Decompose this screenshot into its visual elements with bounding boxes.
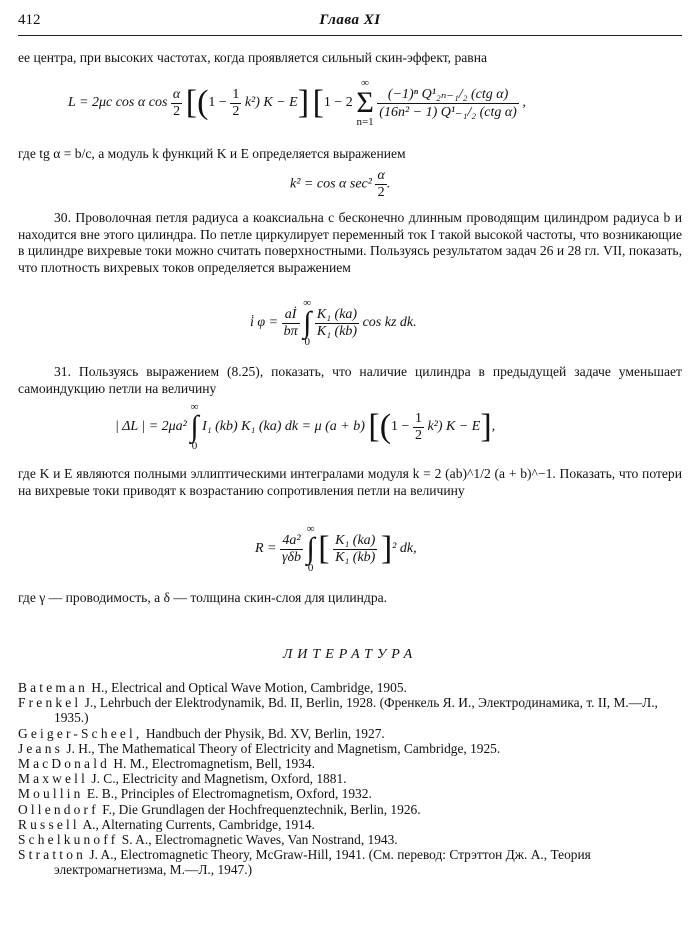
paragraph-modulus: где tg α = b/c, а модуль k функций K и E определяется выражением bbox=[18, 146, 406, 161]
paragraph-elliptic: где K и E являются полными эллиптическими интегралами модуля k = 2 (ab)^1/2 (a + b)^−1. Показать, что потери на вихревые токи приводят к возрастанию сопротивления петли на величину bbox=[18, 466, 682, 498]
formula-resistance: R = $\frac{\text{4a²}}{\text{γδb}}$ ∞ ∫ 0 [ $\frac{\text{K₁ (ka)}}{\text{K₁ (kb)}}$ ]² dk, bbox=[255, 523, 417, 574]
problem-31-text: 31. Пользуясь выражением (8.25), показать, что наличие цилиндра в предыдущей задаче уменьшает самоиндукцию петли на величину bbox=[18, 364, 682, 396]
reference-item: Stratton J. A., Electromagnetic Theory, McGraw-Hill, 1941. (См. перевод: Стрэттон Дж. А., Теория электромагнетизма, М.—Л., 1947.) bbox=[18, 847, 591, 878]
paragraph-conductivity: где γ — проводимость, а δ — толщина скин-слоя для цилиндра. bbox=[18, 590, 388, 605]
running-title: Глава XI bbox=[319, 12, 381, 28]
sum-symbol: ∞ Σ n=1 bbox=[356, 77, 374, 128]
fraction-one-half: $\frac{1}{2}$ bbox=[232, 86, 240, 119]
reference-item: MacDonald H. M., Electromagnetism, Bell, 1934. bbox=[18, 756, 315, 772]
problem-30-text: 30. Проволочная петля радиуса a коаксиальна с бесконечно длинным проводящим цилиндром радиуса b и находится вне этого цилиндра. По петле циркулирует переменный ток I такой высокой частоты, что возникающие в цилиндре вихревые токи можно считать поверхностными. Пользуясь результатом задач 26 и 28 гл. VII, показать, что плотность вихревых токов определяется выражением bbox=[18, 210, 682, 275]
reference-item: Jeans J. H., The Mathematical Theory of Electricity and Magnetism, Cambridge, 1925. bbox=[18, 740, 501, 756]
fraction-alpha-half: $\frac{\alpha}{2}$ bbox=[172, 86, 181, 119]
reference-list bbox=[18, 680, 682, 878]
integral-symbol: ∞ ∫ 0 bbox=[190, 401, 199, 452]
reference-item: Bateman H., Electrical and Optical Wave Motion, Cambridge, 1905. bbox=[18, 680, 407, 695]
formula-inductance: L = 2μc cos α cos $\frac{\alpha}{2}$ [(1 − $\frac{1}{2}$ k²) K − E] [1 − 2 ∞ Σ n=1 $\frac{\text{(−1)ⁿ Q¹₂ₙ₋₁/₂ (ctg α)}}{\text{(16n² − 1) Q¹₋₁/₂ (ctg α)}}$ , bbox=[68, 77, 526, 128]
page-header bbox=[18, 12, 682, 34]
integral-symbol: ∞ ∫ 0 bbox=[303, 297, 312, 348]
formula-eddy-current-density: i̇ φ = $\frac{aİ}{b\pi}$ ∞ ∫ 0 $\frac{\text{K₁ (ka)}}{\text{K₁ (kb)}}$ cos kz dk. bbox=[250, 297, 417, 348]
paragraph-intro: ее центра, при высоких частотах, когда проявляется сильный скин-эффект, равна bbox=[18, 50, 488, 65]
fraction-legendre: $\frac{\text{(−1)ⁿ Q¹₂ₙ₋₁/₂ (ctg α)}}{\text{(16n² − 1) Q¹₋₁/₂ (ctg α)}}$ bbox=[379, 86, 517, 120]
page-number: 412 bbox=[18, 12, 41, 28]
literature-heading: ЛИТЕРАТУРА bbox=[282, 647, 418, 662]
integral-symbol: ∞ ∫ 0 bbox=[306, 523, 315, 574]
reference-item: Moullin E. B., Principles of Electromagnetism, Oxford, 1932. bbox=[18, 786, 372, 802]
formula-delta-l: | ΔL | = 2μa² ∞ ∫ 0 I₁ (kb) K₁ (ka) dk = μ (a + b) [(1 − $\frac{1}{2}$ k²) K − E], bbox=[115, 401, 496, 452]
reference-item: Geiger-Scheel, Handbuch der Physik, Bd. XV, Berlin, 1927. bbox=[18, 725, 385, 741]
reference-item: Maxwell J. C., Electricity and Magnetism, Oxford, 1881. bbox=[18, 771, 347, 787]
formula-modulus: k² = cos α sec² $\frac{\alpha}{2}$ . bbox=[290, 168, 391, 200]
reference-item: Schelkunoff S. A., Electromagnetic Waves, Van Nostrand, 1943. bbox=[18, 832, 398, 848]
reference-item: Russell A., Alternating Currents, Cambridge, 1914. bbox=[18, 816, 315, 832]
header-rule bbox=[18, 35, 682, 36]
reference-item: Frenkel J., Lehrbuch der Elektrodynamik, Bd. II, Berlin, 1928. (Френкель Я. И., Электродинамика, т. II, М.—Л., 1935.) bbox=[18, 695, 658, 726]
reference-item: Ollendorf F., Die Grundlagen der Hochfrequenztechnik, Berlin, 1926. bbox=[18, 801, 421, 817]
